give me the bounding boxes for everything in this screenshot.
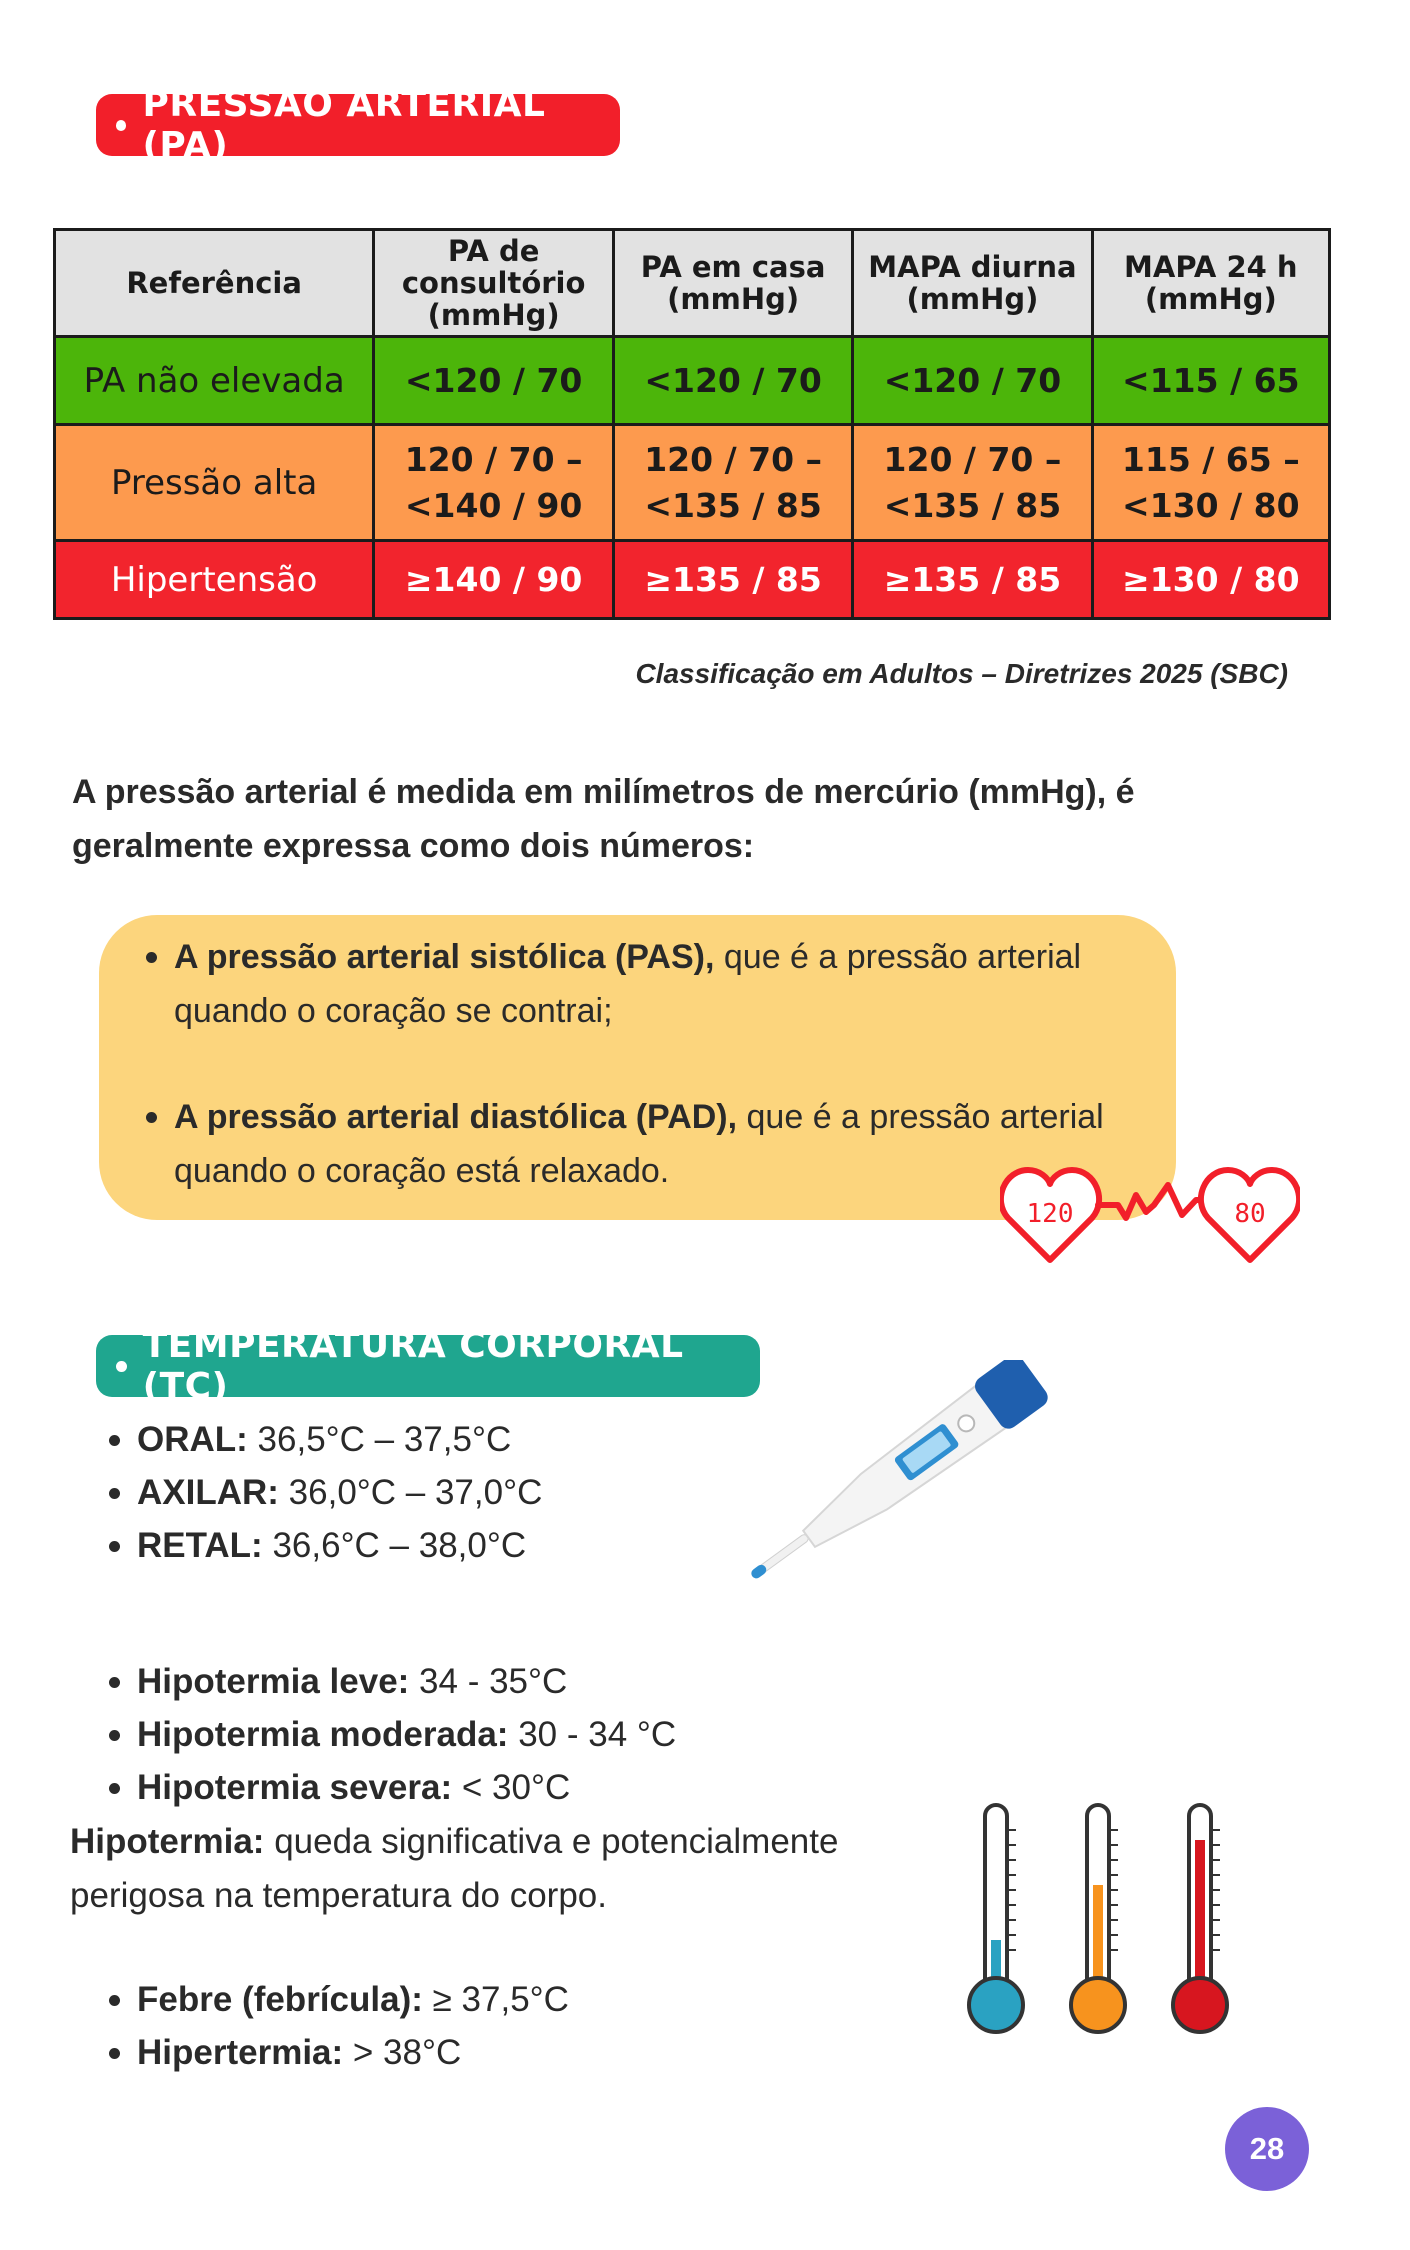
table-cell: 120 / 70 – <135 / 85 xyxy=(853,425,1092,541)
pa-section-title xyxy=(96,84,620,166)
intro-text: A pressão arterial é medida em milímetros de mercúrio (mmHg), é geralmente expressa como dois números: xyxy=(72,773,1135,865)
fever-list xyxy=(137,1973,569,2079)
table-header-cell: Referência xyxy=(55,230,374,337)
table-header-cell: MAPA diurna (mmHg) xyxy=(853,230,1092,337)
heart-left-value: 120 xyxy=(1026,1199,1074,1229)
row-label: Hipertensão xyxy=(55,541,374,619)
thermometer-warm-icon xyxy=(1071,1805,1125,2032)
table-row-normal xyxy=(55,337,1330,425)
list-item: AXILAR: 36,0°C – 37,0°C xyxy=(137,1466,542,1519)
bullet-icon xyxy=(116,120,126,131)
list-item: A pressão arterial diastólica (PAD), que é a pressão arterial quando o coração está relaxado. xyxy=(174,1090,1134,1198)
table-cell: <120 / 70 xyxy=(613,337,852,425)
heartbeat-line-icon xyxy=(1098,1185,1204,1218)
list-item: Hipotermia severa: < 30°C xyxy=(137,1761,676,1814)
table-header-cell: PA de consultório (mmHg) xyxy=(374,230,614,337)
table-cell: ≥135 / 85 xyxy=(853,541,1092,619)
list-item: Febre (febrícula): ≥ 37,5°C xyxy=(137,1973,569,2026)
list-item: ORAL: 36,5°C – 37,5°C xyxy=(137,1413,542,1466)
table-cell: ≥140 / 90 xyxy=(374,541,614,619)
table-cell: <115 / 65 xyxy=(1092,337,1329,425)
hypothermia-list xyxy=(137,1655,676,1814)
tc-section-title-text: TEMPERATURA CORPORAL (TC) xyxy=(142,1325,684,1407)
heart-right-value: 80 xyxy=(1234,1199,1266,1229)
table-header-row xyxy=(55,230,1330,337)
table-header-cell: MAPA 24 h (mmHg) xyxy=(1092,230,1329,337)
tc-section-title xyxy=(96,1325,760,1407)
thermometer-hot-icon xyxy=(1173,1805,1227,2032)
table-cell: ≥135 / 85 xyxy=(613,541,852,619)
digital-thermometer-icon xyxy=(720,1360,1060,1600)
page-number: 28 xyxy=(1225,2107,1309,2191)
heartbeat-hearts-icon xyxy=(1000,1160,1300,1270)
table-cell: <120 / 70 xyxy=(374,337,614,425)
hypothermia-definition: Hipotermia: queda significativa e potencialmente perigosa na temperatura do corpo. xyxy=(70,1822,839,1915)
table-cell: ≥130 / 80 xyxy=(1092,541,1329,619)
table-header-cell: PA em casa (mmHg) xyxy=(613,230,852,337)
table-cell: 120 / 70 – <135 / 85 xyxy=(613,425,852,541)
table-cell: 120 / 70 – <140 / 90 xyxy=(374,425,614,541)
bullet-icon xyxy=(116,1361,127,1372)
pa-section-title-text: PRESSÃO ARTERIAL (PA) xyxy=(142,84,546,166)
table-row-high xyxy=(55,425,1330,541)
table-cell: <120 / 70 xyxy=(853,337,1092,425)
row-label: PA não elevada xyxy=(55,337,374,425)
bp-classification-table xyxy=(53,228,1331,620)
temperature-ranges-list xyxy=(137,1413,542,1572)
list-item: A pressão arterial sistólica (PAS), que é a pressão arterial quando o coração se contrai; xyxy=(174,930,1134,1038)
list-item: Hipotermia moderada: 30 - 34 °C xyxy=(137,1708,676,1761)
table-caption: Classificação em Adultos – Diretrizes 2025 (SBC) xyxy=(635,658,1288,689)
list-item: RETAL: 36,6°C – 38,0°C xyxy=(137,1519,542,1572)
list-item: Hipertermia: > 38°C xyxy=(137,2026,569,2079)
thermometers-icon xyxy=(950,1800,1240,2040)
list-item: Hipotermia leve: 34 - 35°C xyxy=(137,1655,676,1708)
row-label: Pressão alta xyxy=(55,425,374,541)
thermometer-cold-icon xyxy=(969,1805,1023,2032)
table-row-hypertension xyxy=(55,541,1330,619)
table-cell: 115 / 65 – <130 / 80 xyxy=(1092,425,1329,541)
